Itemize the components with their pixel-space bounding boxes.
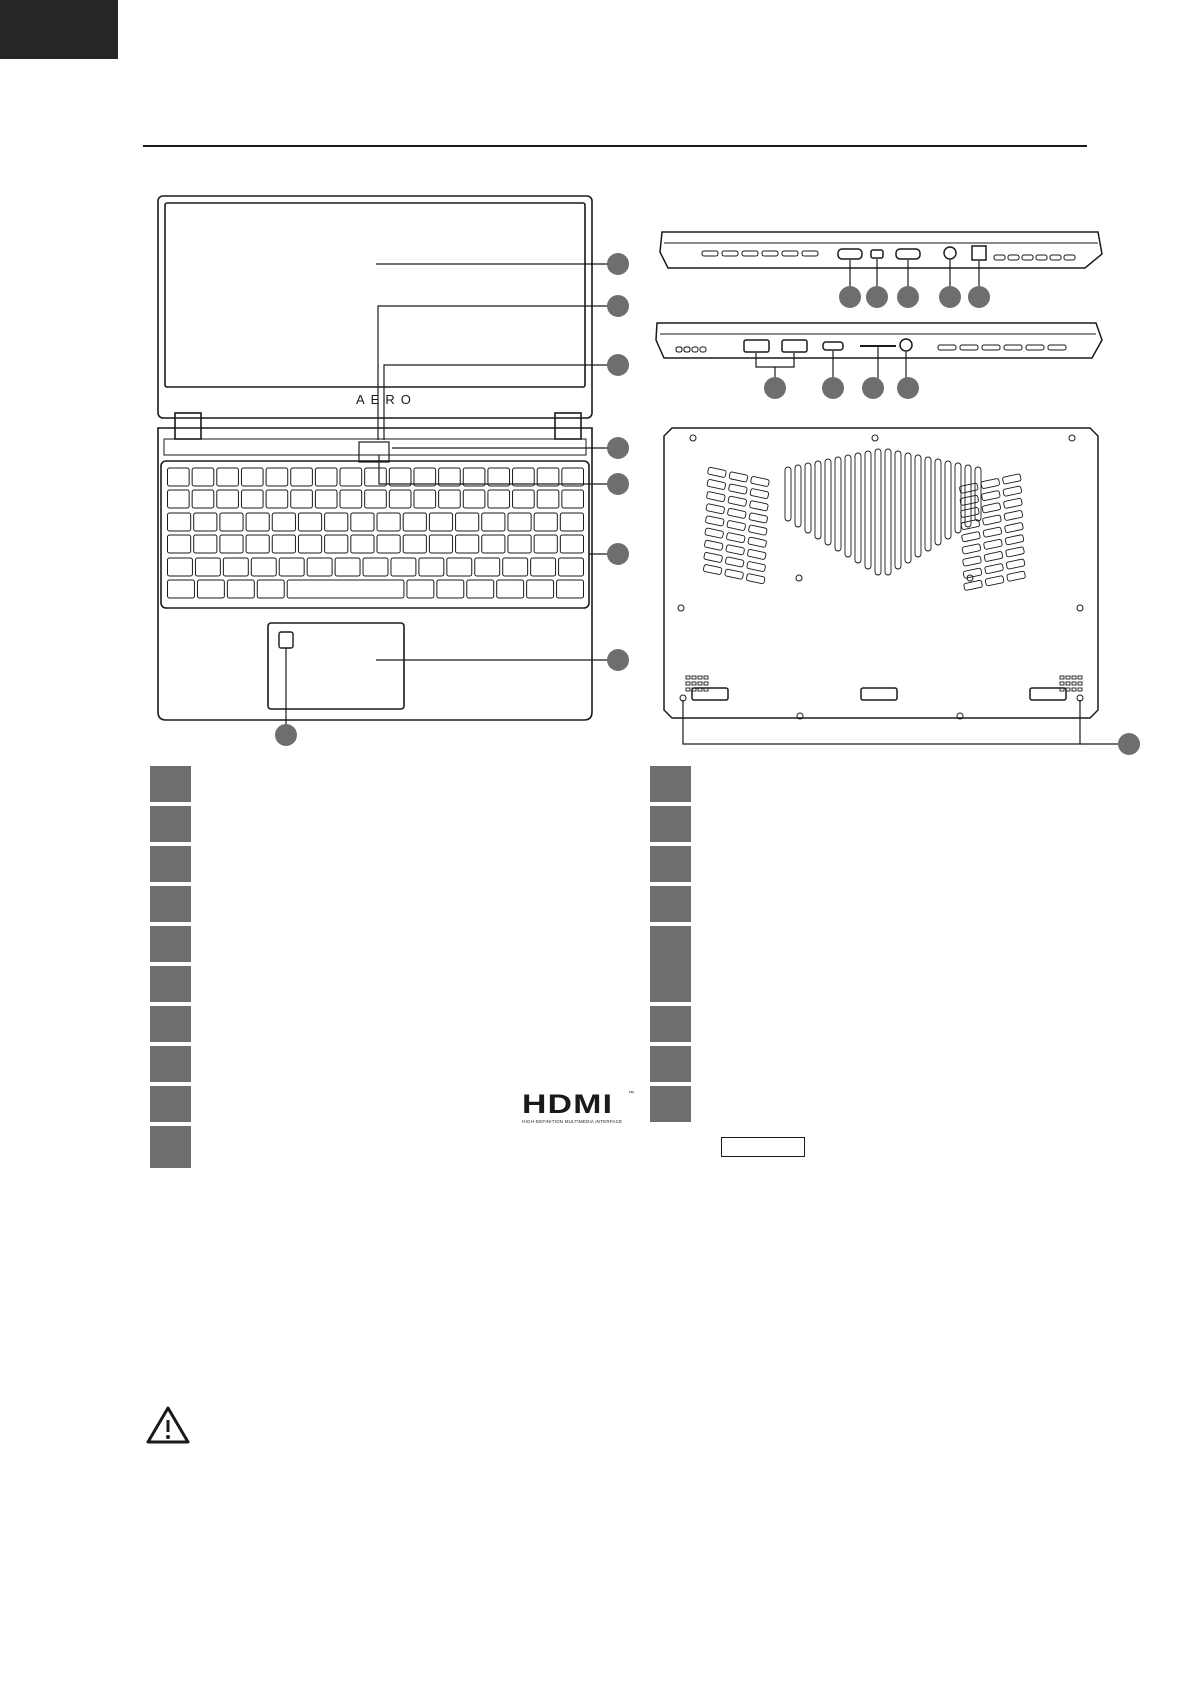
bottom-vent-slot bbox=[749, 513, 768, 524]
bottom-vent-slot bbox=[1003, 486, 1022, 497]
usb-c-port-left bbox=[896, 249, 920, 259]
bottom-vent-slot bbox=[965, 465, 971, 527]
legend-number-cell bbox=[150, 926, 191, 962]
bottom-vent-slot bbox=[1004, 510, 1023, 521]
bottom-vent-slot bbox=[960, 495, 979, 506]
bottom-vent-slot bbox=[726, 532, 745, 543]
foot-center bbox=[861, 688, 897, 700]
bottom-vent-slot bbox=[785, 467, 791, 521]
side-vent-slot bbox=[782, 251, 798, 256]
side-vent-slot bbox=[700, 347, 706, 352]
bottom-vent-slot bbox=[795, 465, 801, 527]
side-vent-slot bbox=[1048, 345, 1066, 350]
legend-number-cell bbox=[150, 1006, 191, 1042]
bottom-vent-slot bbox=[975, 467, 981, 521]
bottom-vent-slot bbox=[964, 580, 983, 591]
bottom-vent-slot bbox=[915, 455, 921, 557]
bottom-vent-slot bbox=[982, 503, 1001, 514]
hdmi-trademark: ™ bbox=[628, 1091, 634, 1097]
bottom-vent-slot bbox=[725, 569, 744, 580]
bottom-vent-slot bbox=[865, 451, 871, 569]
side-vent-slot bbox=[1022, 255, 1033, 260]
right-side-profile bbox=[656, 323, 1102, 358]
speaker-hole bbox=[698, 676, 702, 679]
bottom-vent-slot bbox=[727, 520, 746, 531]
legend-number-cell bbox=[150, 886, 191, 922]
bottom-vent-slot bbox=[728, 484, 747, 495]
bottom-vent-slot bbox=[703, 564, 722, 575]
bottom-vent-slot bbox=[704, 540, 723, 551]
legend-number-cell bbox=[150, 966, 191, 1002]
side-vent-slot bbox=[1050, 255, 1061, 260]
foot-left bbox=[692, 688, 728, 700]
speaker-hole bbox=[1072, 682, 1076, 685]
bottom-vent-slot bbox=[750, 476, 769, 487]
legend-number-cell bbox=[150, 1126, 191, 1168]
legend-number-cell bbox=[150, 1086, 191, 1122]
speaker-hole bbox=[704, 676, 708, 679]
side-vent-slot bbox=[692, 347, 698, 352]
bottom-vent-slot bbox=[746, 573, 765, 584]
side-vent-slot bbox=[742, 251, 758, 256]
bottom-vent-slot bbox=[961, 531, 980, 542]
speaker-hole bbox=[1060, 682, 1064, 685]
bottom-vent-slot bbox=[707, 467, 726, 478]
side-vent-slot bbox=[676, 347, 682, 352]
bottom-vent-slot bbox=[1005, 534, 1024, 545]
bottom-vent-slot bbox=[704, 552, 723, 563]
bottom-vent-slot bbox=[747, 549, 766, 560]
bottom-vent-slot bbox=[726, 545, 745, 556]
usb-a-port-2 bbox=[782, 340, 807, 352]
legend-number-cell bbox=[650, 1046, 691, 1082]
bottom-vent-slot bbox=[981, 490, 1000, 501]
mini-displayport bbox=[871, 250, 883, 258]
side-vent-slot bbox=[1004, 345, 1022, 350]
bottom-vent-slot bbox=[825, 459, 831, 545]
rj45-port bbox=[972, 246, 986, 260]
bottom-vent-slot bbox=[707, 479, 726, 490]
bottom-vent-slot bbox=[875, 449, 881, 575]
speaker-hole bbox=[1078, 688, 1082, 691]
side-vent-slot bbox=[684, 347, 690, 352]
bottom-vent-slot bbox=[895, 451, 901, 569]
hdmi-logo-word: HDMI bbox=[522, 1089, 614, 1119]
bottom-vent-slot bbox=[983, 527, 1002, 538]
hdmi-port bbox=[838, 249, 862, 259]
side-vent-slot bbox=[762, 251, 778, 256]
hdmi-logo bbox=[522, 1091, 634, 1127]
bottom-vent-slot bbox=[727, 508, 746, 519]
bottom-vent-slot bbox=[981, 478, 1000, 489]
bottom-vent-slot bbox=[925, 457, 931, 551]
bottom-vent-slot bbox=[960, 507, 979, 518]
laptop-side-bottom-diagram bbox=[0, 0, 1191, 800]
bottom-vent-slot bbox=[1004, 522, 1023, 533]
side-vent-slot bbox=[982, 345, 1000, 350]
bottom-vent-slot bbox=[1005, 547, 1024, 558]
speaker-hole bbox=[1078, 682, 1082, 685]
bottom-vent-slot bbox=[706, 491, 725, 502]
bottom-vent-slot bbox=[935, 459, 941, 545]
usb-a-port-1 bbox=[744, 340, 769, 352]
legend-number-cell bbox=[150, 806, 191, 842]
bottom-vent-slot bbox=[729, 472, 748, 483]
audio-jack bbox=[944, 247, 956, 259]
foot-right bbox=[1030, 688, 1066, 700]
legend-number-cell bbox=[150, 846, 191, 882]
bottom-vent-slot bbox=[705, 516, 724, 527]
speaker-hole bbox=[692, 682, 696, 685]
speaker-hole bbox=[1060, 676, 1064, 679]
bottom-vent-slot bbox=[855, 453, 861, 563]
speaker-hole bbox=[1066, 682, 1070, 685]
bottom-vent-slot bbox=[905, 453, 911, 563]
legend-number-cell bbox=[650, 806, 691, 842]
speaker-hole bbox=[686, 682, 690, 685]
side-vent-slot bbox=[960, 345, 978, 350]
legend-number-cell bbox=[150, 1046, 191, 1082]
bottom-vent-slot bbox=[984, 551, 1003, 562]
bottom-vent-slot bbox=[962, 544, 981, 555]
side-vent-slot bbox=[1026, 345, 1044, 350]
side-vent-slot bbox=[722, 251, 738, 256]
legend-number-cell bbox=[650, 1006, 691, 1042]
bottom-vent-slot bbox=[982, 515, 1001, 526]
bottom-vent-slot bbox=[1003, 498, 1022, 509]
bottom-vent-slot bbox=[728, 496, 747, 507]
legend-number-cell bbox=[650, 846, 691, 882]
bottom-vent-slot bbox=[805, 463, 811, 533]
side-vent-slot bbox=[994, 255, 1005, 260]
bottom-vent-slot bbox=[962, 556, 981, 567]
bottom-vent-slot bbox=[748, 525, 767, 536]
bottom-vent-slot bbox=[985, 575, 1004, 586]
speaker-hole bbox=[686, 676, 690, 679]
bottom-vent-slot bbox=[845, 455, 851, 557]
speaker-hole bbox=[692, 676, 696, 679]
legend-number-cell bbox=[650, 886, 691, 922]
speaker-hole bbox=[698, 682, 702, 685]
side-vent-slot bbox=[802, 251, 818, 256]
bottom-vent-slot bbox=[985, 563, 1004, 574]
speaker-hole bbox=[1078, 676, 1082, 679]
empty-label-box bbox=[721, 1137, 805, 1157]
side-vent-slot bbox=[1008, 255, 1019, 260]
bottom-vent-slot bbox=[1002, 474, 1021, 485]
bottom-vent-slot bbox=[747, 561, 766, 572]
speaker-hole bbox=[1072, 688, 1076, 691]
side-vent-slot bbox=[702, 251, 718, 256]
bottom-vent-slot bbox=[750, 488, 769, 499]
side-vent-slot bbox=[1064, 255, 1075, 260]
legend-number-cell bbox=[650, 766, 691, 802]
bottom-vent-slot bbox=[835, 457, 841, 551]
bottom-vent-slot bbox=[725, 557, 744, 568]
bottom-vent-slot bbox=[983, 539, 1002, 550]
bottom-vent-slot bbox=[815, 461, 821, 539]
hdmi-tagline: HIGH-DEFINITION MULTIMEDIA INTERFACE bbox=[522, 1119, 623, 1124]
bottom-vent-slot bbox=[955, 463, 961, 533]
speaker-hole bbox=[686, 688, 690, 691]
speaker-hole bbox=[704, 682, 708, 685]
side-vent-slot bbox=[1036, 255, 1047, 260]
legend-number-cell bbox=[650, 926, 691, 1002]
warning-icon bbox=[145, 1405, 191, 1445]
usb-c-port-right bbox=[823, 342, 843, 350]
laptop-logo: AERO bbox=[356, 392, 417, 407]
bottom-vent-slot bbox=[885, 449, 891, 575]
dc-in-jack bbox=[900, 339, 912, 351]
speaker-hole bbox=[1072, 676, 1076, 679]
bottom-vent-slot bbox=[705, 528, 724, 539]
bottom-vent-slot bbox=[1007, 571, 1026, 582]
bottom-vent-slot bbox=[1006, 559, 1025, 570]
bottom-vent-slot bbox=[749, 500, 768, 511]
side-vent-slot bbox=[938, 345, 956, 350]
speaker-hole bbox=[1066, 676, 1070, 679]
bottom-vent-slot bbox=[706, 503, 725, 514]
bottom-vent-slot bbox=[748, 537, 767, 548]
legend-number-cell bbox=[150, 766, 191, 802]
bottom-vent-slot bbox=[945, 461, 951, 539]
